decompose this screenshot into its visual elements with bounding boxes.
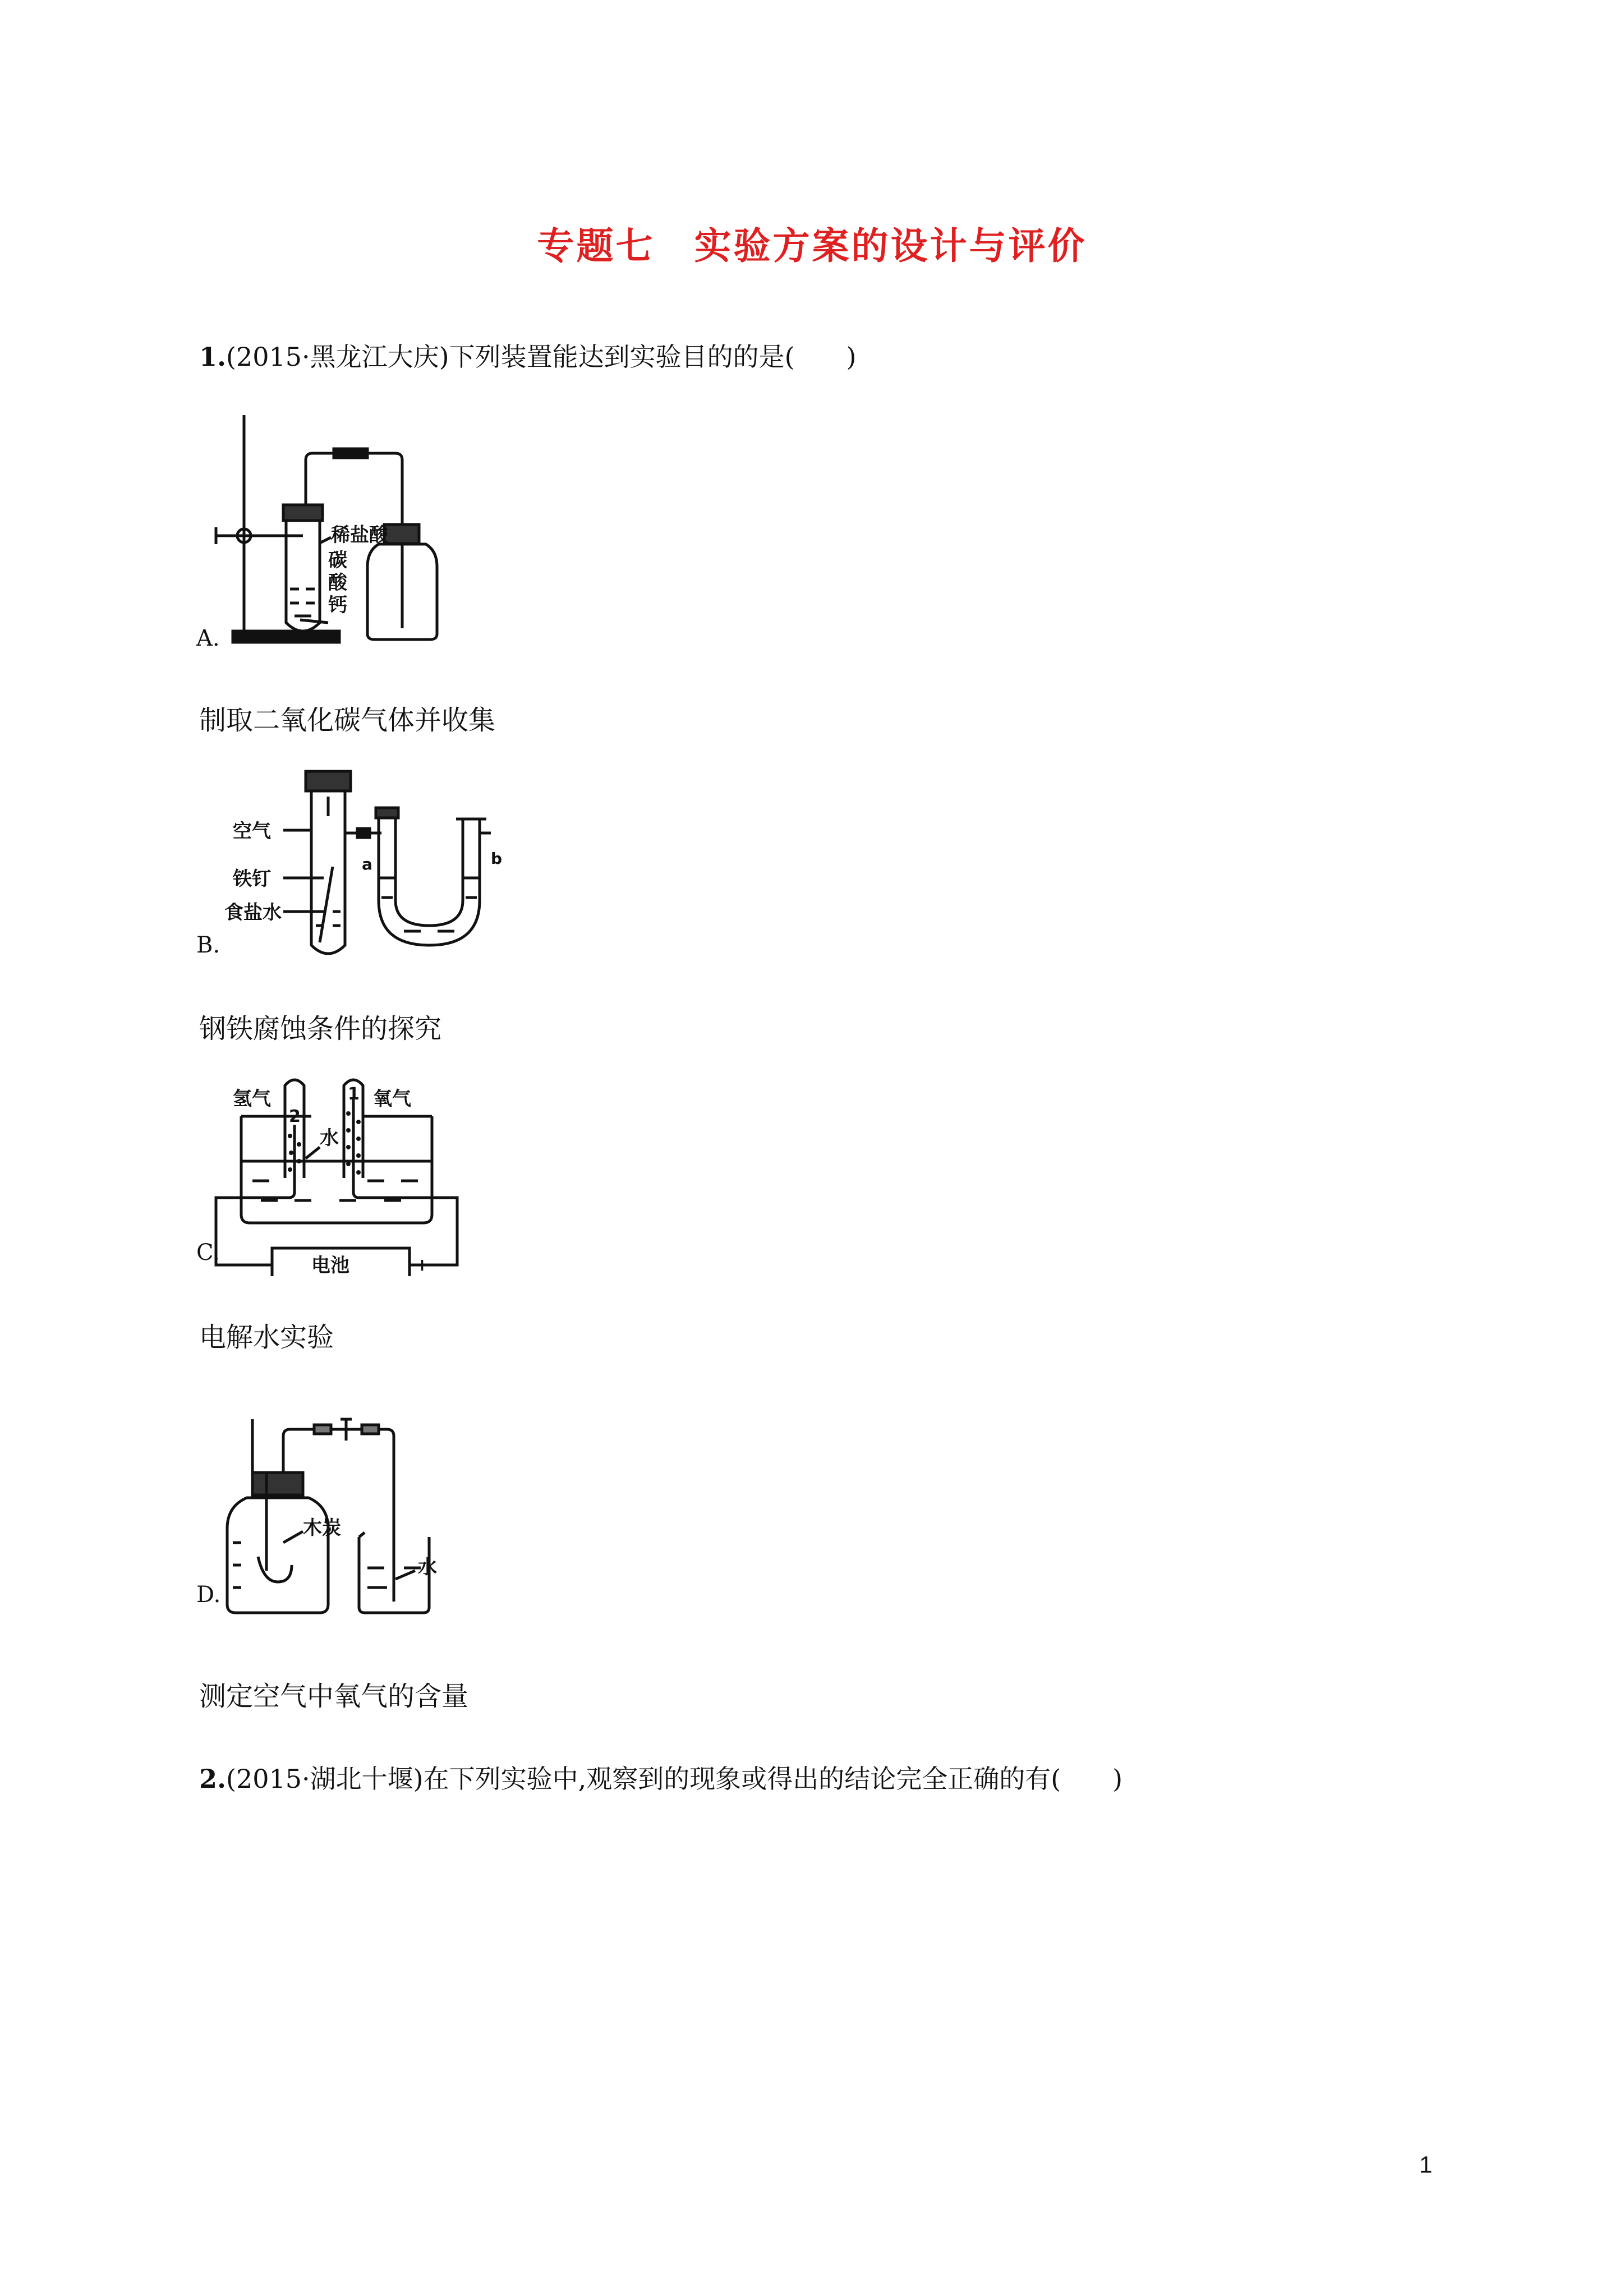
label-tube-2: 2: [289, 1107, 301, 1126]
label-hydrogen: 氢气: [233, 1088, 271, 1110]
label-b: b: [491, 849, 503, 868]
label-a: a: [362, 855, 372, 873]
label-tube-1: 1: [348, 1084, 360, 1104]
option-d-caption: 测定空气中氧气的含量: [199, 1681, 469, 1712]
label-positive: +: [415, 1255, 430, 1275]
label-dilute-hcl: 稀盐酸: [331, 524, 388, 546]
option-d-letter: D.: [196, 1582, 221, 1608]
question-1: [199, 337, 857, 374]
option-c-letter: C.: [196, 1240, 220, 1266]
label-iron-nail: 铁钉: [233, 868, 271, 890]
label-oxygen: 氧气: [373, 1088, 411, 1110]
option-b-letter: B.: [196, 932, 220, 958]
label-water-d: 水: [418, 1556, 437, 1579]
label-water: 水: [320, 1127, 339, 1149]
label-air: 空气: [233, 820, 271, 843]
option-a-letter: A.: [196, 625, 220, 651]
option-b-caption: 钢铁腐蚀条件的探究: [199, 1013, 442, 1045]
label-negative: −: [258, 1255, 273, 1275]
figure-b-corrosion-apparatus: [199, 763, 513, 965]
label-carbonate-2: 酸: [328, 572, 347, 594]
figure-a-co2-apparatus: [199, 404, 513, 651]
label-salt-water: 食盐水: [224, 901, 282, 924]
label-battery: 电池: [311, 1254, 349, 1276]
option-c-caption: 电解水实验: [199, 1322, 334, 1353]
question-2: [199, 1759, 1122, 1796]
page-title: 专题七 实验方案的设计与评价: [537, 224, 1087, 268]
page-number: 1: [1419, 2151, 1433, 2178]
question-2-stem: (2015·湖北十堰)在下列实验中,观察到的现象或得出的结论完全正确的有( ): [226, 1764, 1123, 1794]
option-a-caption: 制取二氧化碳气体并收集: [199, 705, 496, 736]
figure-c-electrolysis-apparatus: [199, 1074, 513, 1276]
question-1-stem: (2015·黑龙江大庆)下列装置能达到实验目的的是( ): [226, 342, 857, 372]
label-carbonate-3: 钙: [328, 594, 347, 616]
question-1-number: 1.: [199, 342, 227, 372]
question-2-number: 2.: [199, 1764, 227, 1794]
figure-d-oxygen-content-apparatus: [199, 1408, 513, 1621]
label-charcoal: 木炭: [303, 1517, 341, 1539]
label-carbonate-1: 碳: [328, 549, 347, 572]
